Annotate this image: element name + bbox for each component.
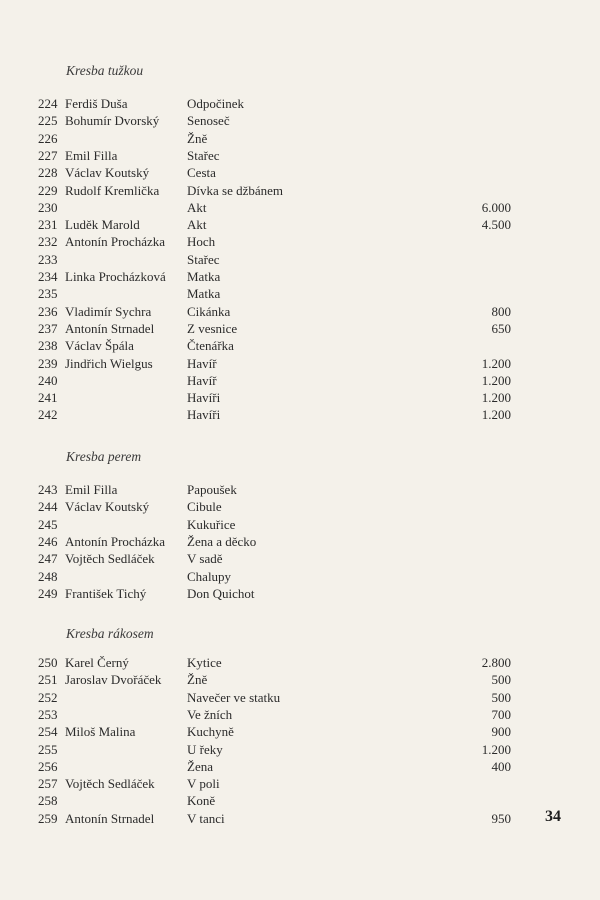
price: 6.000 [481,199,511,215]
price: 1.200 [481,407,511,423]
entry-number: 244 [38,499,58,515]
catalog-entry [0,775,600,792]
price: 4.500 [481,217,511,233]
price: 650 [491,320,511,336]
artist-name: Antonín Procházka [65,234,166,250]
entry-number: 232 [38,234,58,250]
entry-number: 249 [38,585,58,601]
artwork-title: Papoušek [187,482,237,497]
entry-number: 250 [38,655,58,670]
price: 500 [491,672,511,688]
artwork-title: Havíři [187,390,221,406]
artwork-title: Chalupy [187,568,232,584]
artwork-title: Cesta [187,165,216,181]
artwork-title: Navečer ve statku [187,689,281,705]
entry-number: 252 [38,689,58,705]
catalog-entry [0,233,600,250]
artwork-title: V poli [187,776,220,792]
artwork-title: Akt [187,199,207,215]
price: 1.200 [481,372,511,388]
catalog-entry [0,568,600,585]
entry-number: 253 [38,706,58,722]
artist-name: Vojtěch Sedláček [65,776,155,792]
artist-name: František Tichý [65,585,147,601]
catalog-entry [0,95,600,112]
catalog-entry [0,372,600,389]
artwork-title: U řeky [187,741,223,757]
artwork-title: Matka [187,269,221,284]
artwork-title: Hoch [187,234,216,250]
entry-number: 224 [38,96,58,111]
artwork-title: Havíři [187,407,221,423]
catalog-entry [0,585,600,602]
entry-number: 243 [38,482,58,497]
catalog-entry [0,533,600,550]
catalog-entry [0,792,600,809]
artwork-title: V tanci [187,810,225,826]
artist-name: Ferdiš Duša [65,96,128,111]
artwork-title: Odpočinek [187,96,245,111]
entry-number: 240 [38,372,58,388]
catalog-entry [0,112,600,129]
catalog-entry [0,706,600,723]
catalog-entry [0,130,600,147]
catalog-entry [0,550,600,567]
catalog-entry [0,671,600,688]
artwork-title: Stařec [187,251,220,267]
price: 1.200 [481,741,511,757]
artwork-title: Ve žních [187,706,233,722]
catalog-entry [0,481,600,498]
catalog-entry [0,355,600,372]
price: 700 [491,706,511,722]
entry-number: 234 [38,269,58,284]
artwork-title: Žně [187,672,208,688]
catalog-entry [0,810,600,827]
entry-number: 227 [38,147,58,163]
entry-number: 251 [38,672,58,688]
artwork-title: Stařec [187,147,220,163]
entry-number: 229 [38,182,58,198]
section-title-pencil: Kresba tužkou [66,63,144,78]
entry-number: 247 [38,551,58,567]
catalog-entry [0,320,600,337]
catalog-entry [0,303,600,320]
catalog-entry [0,516,600,533]
artist-name: Jaroslav Dvořáček [65,672,162,688]
artwork-title: Žena a děcko [187,533,257,549]
artwork-title: V sadě [187,551,223,567]
artist-name: Bohumír Dvorský [65,113,160,129]
catalog-entry [0,251,600,268]
artwork-title: Žena [187,758,213,774]
artist-name: Václav Koutský [65,499,150,515]
catalog-entry [0,741,600,758]
catalog-entry [0,268,600,285]
artist-name: Emil Filla [65,147,118,163]
entry-number: 254 [38,724,58,740]
artist-name: Antonín Strnadel [65,810,155,826]
catalog-entry [0,498,600,515]
price: 1.200 [481,390,511,406]
artwork-title: Čtenářka [187,338,234,354]
section-title-pen: Kresba perem [66,449,142,464]
artwork-title: Akt [187,217,207,233]
artist-name: Václav Koutský [65,165,150,181]
catalog-entry [0,758,600,775]
catalog-entry [0,164,600,181]
entry-number: 239 [38,355,58,371]
artwork-title: Žně [187,130,208,146]
artist-name: Rudolf Kremlička [65,182,160,198]
entry-number: 259 [38,810,58,826]
artist-name: Jindřich Wielgus [65,355,153,371]
artwork-title: Z vesnice [187,320,238,336]
entry-number: 228 [38,165,58,181]
entry-number: 246 [38,533,58,549]
artwork-title: Kuchyně [187,724,234,740]
artist-name: Luděk Marold [65,217,140,233]
price: 1.200 [481,355,511,371]
price: 950 [491,810,511,826]
catalog-entry [0,216,600,233]
catalog-entry [0,689,600,706]
entry-number: 238 [38,338,58,354]
price: 900 [491,724,511,740]
entry-number: 248 [38,568,58,584]
artist-name: Emil Filla [65,482,118,497]
artwork-title: Senoseč [187,113,230,129]
entry-number: 226 [38,130,58,146]
entry-number: 233 [38,251,58,267]
entry-number: 256 [38,758,58,774]
artist-name: Karel Černý [65,655,129,670]
artwork-title: Dívka se džbánem [187,182,284,198]
artist-name: Antonín Strnadel [65,320,155,336]
artwork-title: Havíř [187,372,217,388]
catalog-entry [0,723,600,740]
catalog-entry [0,285,600,302]
artwork-title: Cikánka [187,303,231,319]
section-title-reed: Kresba rákosem [66,626,154,641]
entry-number: 230 [38,199,58,215]
entry-number: 242 [38,407,58,423]
artist-name: Vladimír Sychra [65,303,152,319]
price: 800 [491,303,511,319]
catalog-entry [0,199,600,216]
entry-number: 241 [38,390,58,406]
artwork-title: Don Quichot [187,585,255,601]
entry-number: 231 [38,217,58,233]
page-number: 34 [545,808,561,825]
artist-name: Linka Procházková [65,269,166,284]
artist-name: Václav Špála [65,338,134,354]
entry-number: 235 [38,286,58,302]
artwork-title: Havíř [187,355,217,371]
entry-number: 236 [38,303,58,319]
artwork-title: Kytice [187,655,222,670]
catalog-entry [0,147,600,164]
price: 2.800 [481,655,511,670]
entry-number: 258 [38,793,58,809]
artwork-title: Cibule [187,499,222,515]
catalog-entry [0,182,600,199]
catalog-entry [0,654,600,671]
artwork-title: Matka [187,286,221,302]
entry-number: 255 [38,741,58,757]
artwork-title: Koně [187,793,216,809]
artwork-title: Kukuřice [187,516,236,532]
artist-name: Antonín Procházka [65,533,166,549]
price: 400 [491,758,511,774]
price: 500 [491,689,511,705]
catalog-entry [0,389,600,406]
entry-number: 237 [38,320,58,336]
catalog-entry [0,337,600,354]
catalog-entry [0,406,600,423]
entry-number: 257 [38,776,58,792]
entry-number: 225 [38,113,58,129]
entry-number: 245 [38,516,58,532]
artist-name: Miloš Malina [65,724,136,740]
artist-name: Vojtěch Sedláček [65,551,155,567]
